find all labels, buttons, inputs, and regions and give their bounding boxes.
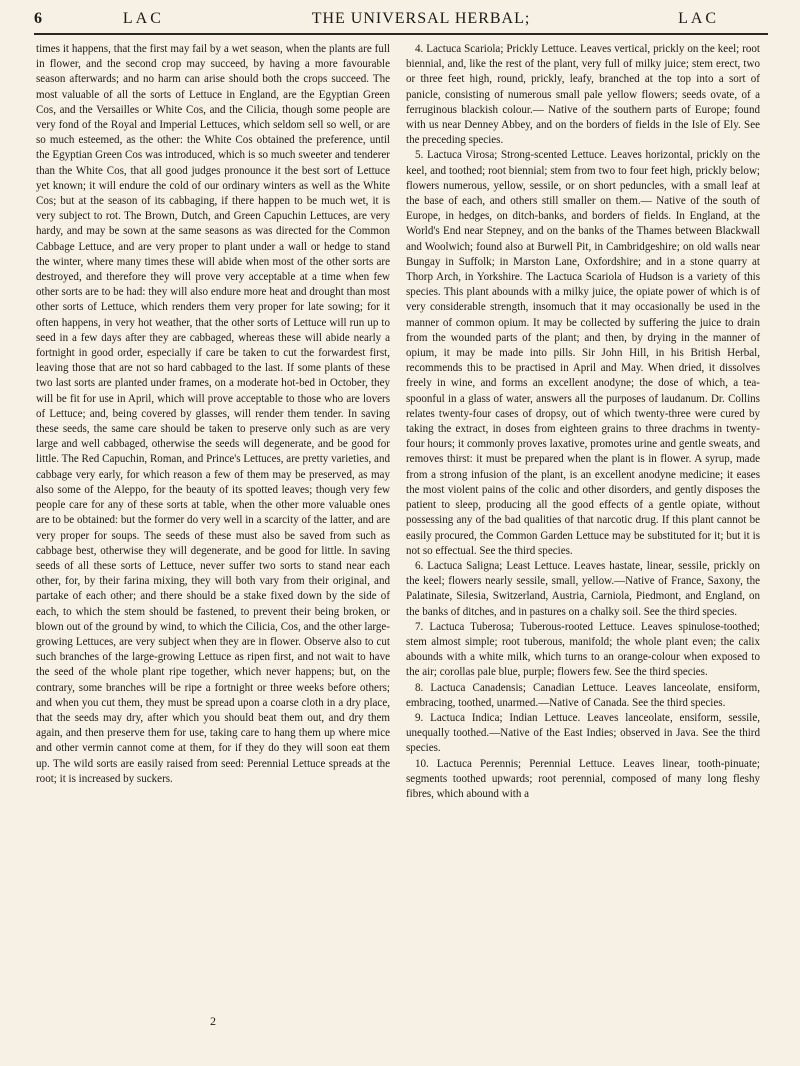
species-entry-9: 9. Lactuca Indica; Indian Lettuce. Leaves lanceolate, ensiform, sessile, unequally toothed.—Native of the East Indies; observed in Java. See the third species. [406, 711, 760, 755]
header-title: THE UNIVERSAL HERBAL; [311, 10, 531, 27]
species-entry-6: 6. Lactuca Saligna; Least Lettuce. Leaves hastate, linear, sessile, prickly on the keel; flowers nearly sessile, small, yellow.—Native of France, Saxony, the Palatinate, Silesia, Switzerland, Austria, Carniola, Piedmont, and England, on the banks of ditches, and in pastures on a chalky soil. See the third species. [406, 559, 760, 618]
species-entry-7: 7. Lactuca Tuberosa; Tuberous-rooted Lettuce. Leaves spinulose-toothed; stem almost simple; root tuberous, manifold; the whole plant even; the calix abounds with a white milk, which turns to an orange-colour when exposed to the air; corollas pale blue, purple; flowers few. See the third species. [406, 620, 760, 679]
right-column [406, 42, 760, 802]
left-column [36, 42, 390, 787]
running-header [34, 10, 768, 32]
header-right-word: LAC [678, 10, 720, 27]
species-entry-4: 4. Lactuca Scariola; Prickly Lettuce. Leaves vertical, prickly on the keel; root biennial, and, like the rest of the plant, very full of milky juice; stem erect, two or three feet high, round, prickly, leafy, branched at the top into a sort of panicle, consisting of numerous small pale yellow flowers; seeds ovate, of a ferruginous blackish colour.— Native of the southern parts of Europe; found with us near Denney Abbey, and on the borders of fields in the Isle of Ely. See the preceding species. [406, 43, 760, 147]
header-left-word: LAC [122, 10, 164, 27]
species-entry-10: 10. Lactuca Perennis; Perennial Lettuce. Leaves linear, tooth-pinuate; segments toothed upwards; root perennial, composed of many long fleshy fibres, which abound with a [406, 757, 760, 800]
species-entry-8: 8. Lactuca Canadensis; Canadian Lettuce. Leaves lanceolate, ensiform, embracing, toothed, unarmed.—Native of Canada. See the third species. [406, 681, 760, 709]
page-number: 6 [34, 10, 42, 27]
paragraph: times it happens, that the first may fail by a wet season, when the plants are full in flower, and the second crop may succeed, by having a more favourable season afterwards; and no harm can arise should both the crops succeed. The most valuable of all the sorts of Lettuce in England, are the Egyptian Green Cos, and the Versailles or White Cos, and the Cilicia, though some people are very fond of the Royal and Imperial Lettuces, which seldom sell so well, or are so much esteemed, as the other: the White Cos obtained the preference, until the Egyptian Green Cos was introduced, which is so much sweeter and tenderer than the White Cos, that all good judges pronounce it the best sort of Lettuce yet known; it will endure the cold of our ordinary winters as well as the White Cos; but at the season of its cabbaging, if there happen to be much wet, it is very subject to rot. The Brown, Dutch, and Green Capuchin Lettuces, are very hardy, and may be sown at the same seasons as was directed for the Common Cabbage Lettuce, and are very proper to plant under a wall or hedge to stand the winter, where many times these will abide when most of the other sorts are destroyed, and therefore they will prove very acceptable at a time when few other sorts are to be had: they will also endure more heat and drought than most other sorts of Lettuce, which renders them very proper for late sowing; for it often happens, in very hot weather, that the other sorts of Lettuce will run up to seed in a few days after they are cabbaged, whereas these will abide nearly a fortnight in good order, especially if care be taken to cut the forwardest first, leaving those that are not so hard cabbaged to the last. If some plants of these two last sorts are planted under frames, on a moderate hot-bed in October, they will be fit for use in April, which will prove acceptable to those who are lovers of Lettuce; and, being covered by glasses, will render them tender. In saving these seeds, the same care should be taken to preserve only such as are very large and well cabbaged, otherwise the seeds will degenerate, and be good for little. The Red Capuchin, Roman, and Prince's Lettuces, are pretty varieties, and cabbage very early, for which reason a few of them may be preserved, as may also some of the Aleppo, for the beauty of its spotted leaves; though very few people care for any of these sorts at table, when the other more valuable ones are to be obtained: but the former do very well in a scarcity of the latter, and are very proper for soups. The seeds of these must also be saved from such as cabbage best, otherwise they will degenerate, and be good for little. In saving seeds of all these sorts of Lettuce, never suffer two sorts to stand near each other, for, by their farina mixing, they will both vary from their original, and partake of each other; and there should be a stake fixed down by the side of each, to which the stem should be fastened, to prevent their being broken, or blown out of the ground by wind, to which the Cilicia, Cos, and the other large-growing Lettuces, are very subject when they are in flower. Observe also to cut such branches of the large-growing Lettuce as ripen first, and not wait to have the seed of the whole plant ripe together, which never happens; but, on the contrary, some branches will be ripe a fortnight or three weeks before others; and when you cut them, they must be spread upon a coarse cloth in a dry place, that the seeds may dry, after which you should beat them out, and dry them again, and then preserve them for use, taking care to hang them up where mice and other vermin cannot come at them, for if they do they will soon eat them up. The wild sorts are easily raised from seed: Perennial Lettuce spreads at the root; it is increased by suckers. [36, 43, 390, 785]
signature-mark: 2 [210, 1014, 216, 1028]
species-entry-5: 5. Lactuca Virosa; Strong-scented Lettuce. Leaves horizontal, prickly on the keel, and toothed; root biennial; stem from two to four feet high, prickly below; flowers numerous, yellow, sessile, or on short peduncles, with a small leaf at the base of each, and others still smaller on them.— Native of the south of Europe, in hedges, on ditch-banks, and borders of fields. In England, at the World's End near Stepney, and on the banks of the Thames between Blackwall and Woolwich; found also at Burwell Pit, in Cambridgeshire; on old walls near Bungay in Suffolk; in Marston Lane, Oxfordshire; and in a stone quarry at Thorp Arch, in Yorkshire. The Lactuca Scariola of Hudson is a variety of this species. This plant abounds with a milky juice, the opiate power of which is of very considerable strength, insomuch that it may occasionally be used in the manner of common opium. It may be collected by suffering the juice to drain from the wounded parts of the plant; and then, by drying in the manner of opium, it may be made into pills. Sir John Hill, in his British Herbal, recommends this to be practised in April and May. When dried, it dissolves freely in wine, and forms an excellent anodyne; the dose of which, a tea-spoonful in a glass of water, answers all the purposes of laudanum. Dr. Collins relates twenty-four cases of dropsy, out of which twenty-three were cured by taking the extract, in doses from eighteen grains to three drachms in twenty-four hours; it commonly proves laxative, promotes urine and gentle sweats, and removes thirst: it must be prepared when the plant is in flower. A syrup, made from a strong infusion of the plant, is an excellent anodyne medicine; it eases the most violent pains of the colic and other disorders, and gently disposes the patient to sleep, producing all the good effects of a gentle opiate, without possessing any of the bad qualities of that narcotic drug. If this plant cannot be easily procured, the Common Garden Lettuce may be substituted for it; but it is not so effectual. See the third species. [406, 149, 760, 557]
header-rule [34, 33, 768, 35]
